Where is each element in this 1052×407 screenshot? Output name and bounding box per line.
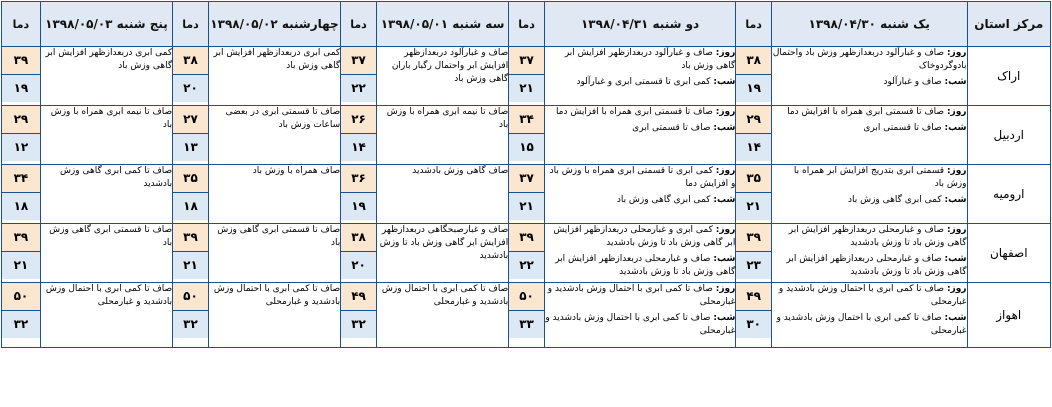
temperature-cell [509,106,545,165]
forecast-cell [544,106,735,165]
temperature-stack [341,165,376,220]
forecast-cell [208,224,340,283]
temperature-stack [341,47,376,102]
forecast-cell [771,106,967,165]
night-label: شب: [713,77,736,87]
day-label: روز: [946,48,967,58]
day-label: روز: [715,225,736,235]
temperature-stack [173,283,208,338]
min-temp: ۲۰ [173,75,208,102]
night-label: شب: [713,123,736,133]
temperature-cell [173,106,209,165]
night-forecast [772,253,967,279]
night-label: شب: [944,254,967,264]
day-forecast [545,165,735,191]
temperature-stack [2,106,40,161]
forecast-text: صاف و غبارآلود دربعدازظهر افزايش ابر واحتمال رگبار باران گاهی وزش باد [391,48,509,84]
header-row [2,2,1051,47]
temperature-stack [2,47,40,102]
province-cell: ارومیه [967,165,1051,224]
forecast-cell [40,283,172,348]
max-temp: ۵۰ [2,283,40,311]
province-header: مرکز استان [967,2,1051,47]
temperature-stack [2,283,40,338]
forecast-table [1,1,1051,348]
max-temp: ۳۷ [341,47,376,75]
temperature-cell [2,165,41,224]
max-temp: ۵۰ [509,283,544,311]
night-forecast [545,253,735,279]
day-text: صاف و غبارآلود دربعدازظهر وزش باد واحتمال بادوگردوخاک [772,48,967,71]
max-temp: ۳۷ [509,165,544,193]
night-forecast [545,122,735,135]
temperature-cell [736,224,772,283]
temperature-cell [509,47,545,106]
temperature-stack [509,165,544,220]
forecast-text: صاف تا کمی ابری با احتمال وزش بادشديد و غبارمحلی [45,284,173,307]
day-label: روز: [715,107,736,117]
forecast-text: کمی ابری دربعدازظهر افزايش ابر گاهی وزش باد [45,48,173,71]
forecast-cell [771,283,967,348]
night-forecast [772,194,967,207]
day-text: صاف و غبارآلود دربعدازظهر افزايش ابر گاهی وزش باد [564,48,736,71]
temperature-cell [2,224,41,283]
night-forecast [545,312,735,338]
temperature-cell [173,47,209,106]
forecast-cell [40,165,172,224]
forecast-text: کمی ابری دربعدازظهر افزايش ابر گاهی وزش باد [213,48,341,71]
max-temp: ۳۴ [2,165,40,193]
night-text: صاف تا قسمتی ابری [863,123,942,133]
day-label: روز: [715,48,736,58]
temperature-cell [736,165,772,224]
temperature-cell [341,106,377,165]
night-label: شب: [944,195,967,205]
forecast-cell [376,106,508,165]
forecast-cell [208,106,340,165]
max-temp: ۳۹ [509,224,544,252]
temp-header: دما [509,2,545,47]
temperature-cell [2,106,41,165]
min-temp: ۲۲ [509,252,544,279]
night-text: کمی ابری گاهی وزش باد [616,195,711,205]
day-text: قسمتی ابری بتدریج افزايش ابر همراه با وزش باد [793,166,967,189]
temperature-cell [509,165,545,224]
max-temp: ۴۹ [736,283,771,311]
min-temp: ۱۹ [736,75,771,102]
temperature-cell [173,224,209,283]
forecast-text: صاف تا کمی ابری با احتمال وزش بادشديد و غبارمحلی [213,284,341,307]
temperature-cell [2,283,41,348]
min-temp: ۳۳ [509,311,544,338]
province-cell: اصفهان [967,224,1051,283]
min-temp: ۲۰ [341,252,376,279]
max-temp: ۳۹ [736,224,771,252]
max-temp: ۳۷ [509,47,544,75]
temperature-cell [736,106,772,165]
temperature-stack [173,106,208,161]
night-label: شب: [713,313,736,323]
day-text: صاف تا کمی ابری با احتمال وزش بادشديد و غبارمحلی [778,284,967,307]
day-label: روز: [715,284,736,294]
temperature-stack [173,47,208,102]
forecast-text: صاف تا نیمه ابری همراه با وزش باد [50,107,173,130]
day-forecast [545,283,735,309]
temperature-cell [736,47,772,106]
min-temp: ۲۱ [736,193,771,220]
day-forecast [772,106,967,119]
temperature-stack [736,283,771,338]
min-temp: ۲۱ [2,252,40,279]
min-temp: ۱۸ [2,193,40,220]
night-forecast [772,312,967,338]
min-temp: ۳۰ [736,311,771,338]
max-temp: ۳۹ [2,47,40,75]
day-forecast [772,283,967,309]
province-cell: اراک [967,47,1051,106]
table-row [2,283,1051,348]
max-temp: ۳۹ [173,224,208,252]
day-forecast [772,47,967,73]
forecast-cell [771,224,967,283]
temperature-stack [509,224,544,279]
temperature-cell [173,165,209,224]
min-temp: ۱۴ [341,134,376,161]
day-forecast [772,224,967,250]
temperature-cell [341,165,377,224]
temperature-stack [341,106,376,161]
temperature-cell [509,224,545,283]
day-forecast [772,165,967,191]
forecast-cell [376,224,508,283]
province-cell: اهواز [967,283,1051,348]
forecast-text: صاف تا نیمه ابری همراه با وزش باد [386,107,509,130]
forecast-text: صاف و غبارصبحگاهی دربعدازظهر افزايش ابر گاهی وزش باد تا وزش بادشديد [379,225,509,261]
temperature-cell [2,47,41,106]
min-temp: ۱۹ [2,75,40,102]
forecast-cell [544,283,735,348]
max-temp: ۵۰ [173,283,208,311]
temp-header: دما [173,2,209,47]
max-temp: ۳۴ [509,106,544,134]
day-text: کمی ابری تا قسمتی ابری همراه با وزش باد و افزايش دما [549,166,736,189]
min-temp: ۱۵ [509,134,544,161]
day-header: چهارشنبه ۱۳۹۸/۰۵/۰۲ [208,2,340,47]
min-temp: ۱۹ [341,193,376,220]
day-text: صاف تا کمی ابری با احتمال وزش بادشديد و غبارمحلی [547,284,736,307]
temperature-stack [2,165,40,220]
max-temp: ۳۸ [736,47,771,75]
min-temp: ۲۲ [341,75,376,102]
day-text: صاف و غبارمحلی دربعدازظهر افزايش ابر گاهی وزش باد تا وزش بادشديد [788,225,967,248]
night-text: صاف تا کمی ابری با احتمال وزش بادشديد و غبارمحلی [545,313,736,336]
forecast-cell [208,283,340,348]
min-temp: ۱۴ [736,134,771,161]
forecast-cell [40,224,172,283]
forecast-cell [771,47,967,106]
night-label: شب: [944,77,967,87]
temperature-stack [509,106,544,161]
day-label: روز: [946,225,967,235]
max-temp: ۲۹ [2,106,40,134]
min-temp: ۱۲ [2,134,40,161]
max-temp: ۲۹ [736,106,771,134]
forecast-cell [376,165,508,224]
day-forecast [545,47,735,73]
temperature-stack [341,283,376,338]
min-temp: ۲۱ [173,252,208,279]
forecast-cell [40,47,172,106]
forecast-text: صاف تا قسمتی ابری گاهی وزش باد [49,225,173,248]
forecast-cell [544,165,735,224]
min-temp: ۲۳ [736,252,771,279]
forecast-cell [208,165,340,224]
night-text: صاف و غبارمحلی دربعدازظهر افزايش ابر گاهی وزش باد تا وزش بادشديد [555,254,736,277]
temperature-cell [341,47,377,106]
day-forecast [545,224,735,250]
night-text: صاف تا قسمتی ابری [632,123,711,133]
night-label: شب: [944,123,967,133]
day-header: پنج شنبه ۱۳۹۸/۰۵/۰۳ [40,2,172,47]
forecast-text: صاف تا قسمتی ابری گاهی وزش باد [217,225,341,248]
day-header: دو شنبه ۱۳۹۸/۰۴/۳۱ [544,2,735,47]
max-temp: ۳۸ [341,224,376,252]
max-temp: ۳۶ [341,165,376,193]
forecast-cell [544,224,735,283]
temperature-stack [736,165,771,220]
day-label: روز: [946,284,967,294]
temperature-stack [509,47,544,102]
forecast-text: صاف تا قسمتی ابری در بعضی ساعات وزش باد [225,107,341,130]
forecast-cell [376,283,508,348]
min-temp: ۳۲ [2,311,40,338]
night-text: صاف و غبارآلود [883,77,942,87]
night-forecast [772,122,967,135]
min-temp: ۲۱ [509,75,544,102]
province-cell: اردبیل [967,106,1051,165]
max-temp: ۴۹ [341,283,376,311]
forecast-cell [376,47,508,106]
forecast-text: صاف تا کمی ابری با احتمال وزش بادشديد و غبارمحلی [381,284,509,307]
temp-header: دما [2,2,41,47]
temp-header: دما [341,2,377,47]
temperature-stack [173,224,208,279]
night-forecast [772,76,967,89]
forecast-cell [208,47,340,106]
max-temp: ۳۸ [173,47,208,75]
max-temp: ۳۵ [173,165,208,193]
max-temp: ۳۵ [736,165,771,193]
day-text: صاف تا قسمتی ابری همراه با افزايش دما [787,107,945,117]
table-row [2,224,1051,283]
table-row [2,106,1051,165]
night-forecast [545,194,735,207]
night-label: شب: [713,254,736,264]
temperature-stack [736,106,771,161]
forecast-text: صاف همراه با وزش باد [252,166,341,176]
forecast-text: صاف تا کمی ابری گاهی وزش بادشديد [59,166,173,189]
min-temp: ۱۳ [173,134,208,161]
day-header: سه شنبه ۱۳۹۸/۰۵/۰۱ [376,2,508,47]
night-text: صاف و غبارمحلی دربعدازظهر افزايش ابر گاهی وزش باد تا وزش بادشديد [786,254,967,277]
temperature-stack [173,165,208,220]
min-temp: ۲۱ [509,193,544,220]
night-label: شب: [944,313,967,323]
night-label: شب: [713,195,736,205]
forecast-cell [544,47,735,106]
forecast-text: صاف گاهی وزش بادشديد [412,166,509,176]
night-text: صاف تا کمی ابری با احتمال وزش بادشديد و غبارمحلی [776,313,967,336]
min-temp: ۳۲ [173,311,208,338]
min-temp: ۱۸ [173,193,208,220]
max-temp: ۲۶ [341,106,376,134]
table-row [2,47,1051,106]
max-temp: ۲۷ [173,106,208,134]
temp-header: دما [736,2,772,47]
temperature-cell [736,283,772,348]
min-temp: ۳۲ [341,311,376,338]
forecast-cell [40,106,172,165]
day-label: روز: [715,166,736,176]
temperature-stack [736,224,771,279]
temperature-cell [509,283,545,348]
night-forecast [545,76,735,89]
temperature-cell [341,283,377,348]
temperature-stack [736,47,771,102]
night-text: کمی ابری گاهی وزش باد [847,195,942,205]
temperature-stack [341,224,376,279]
temperature-stack [2,224,40,279]
day-header: یک شنبه ۱۳۹۸/۰۴/۳۰ [771,2,967,47]
day-forecast [545,106,735,119]
temperature-stack [509,283,544,338]
day-text: صاف تا قسمتی ابری همراه با افزايش دما [555,107,713,117]
day-label: روز: [946,107,967,117]
day-text: کمی ابری و غبارمحلی دربعدازظهر افزايش ابر گاهی وزش باد تا وزش بادشديد [553,225,736,248]
table-row [2,165,1051,224]
max-temp: ۳۹ [2,224,40,252]
night-text: کمی ابری تا قسمتی ابری و غبارآلود [576,77,711,87]
temperature-cell [341,224,377,283]
temperature-cell [173,283,209,348]
forecast-cell [771,165,967,224]
day-label: روز: [946,166,967,176]
